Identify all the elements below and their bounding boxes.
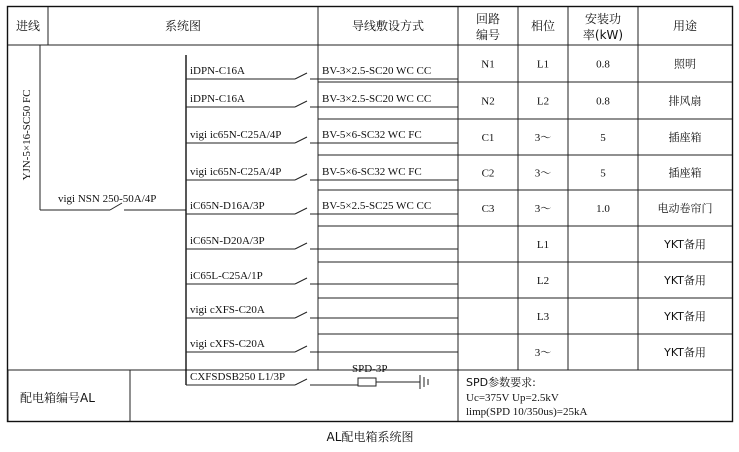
power: 0.8 [596, 95, 610, 108]
header-power-1: 安装功 [584, 12, 622, 26]
phase: 3～ [534, 347, 552, 359]
wiring-label: BV-5×6-SC32 WC FC [322, 166, 422, 178]
breaker-label: vigi ic65N-C25A/4P [190, 166, 282, 178]
header-circuit-1: 回路 [475, 12, 501, 26]
phase: L1 [536, 239, 550, 251]
breaker-label: iDPN-C16A [190, 65, 246, 77]
circuit-id: C1 [481, 132, 495, 144]
usage: YKT备用 [664, 310, 706, 323]
incoming-cable: YJN-5×16-SC50 FC [21, 89, 33, 181]
phase: 3～ [534, 167, 552, 180]
wiring-label: BV-3×2.5-SC20 WC CC [322, 93, 432, 105]
usage: 排风扇 [668, 94, 702, 108]
power: 0.8 [596, 58, 610, 71]
circuit-id: C2 [481, 167, 495, 180]
header-circuit-2: 编号 [475, 28, 501, 42]
header-system: 系统图 [164, 19, 202, 33]
phase: L2 [536, 95, 550, 108]
header-phase: 相位 [530, 19, 556, 33]
spd-symbol [358, 378, 376, 386]
caption: AL配电箱系统图 [326, 430, 414, 444]
breaker-label: CXFSDSB250 L1/3P [190, 371, 286, 383]
breaker-label: vigi cXFS-C20A [190, 338, 265, 350]
phase: 3～ [534, 203, 552, 215]
breaker-label: vigi ic65N-C25A/4P [190, 129, 282, 141]
usage: 照明 [674, 57, 696, 71]
spd-label: SPD-3P [352, 363, 388, 375]
usage: YKT备用 [664, 346, 706, 359]
breaker-label: iDPN-C16A [190, 93, 246, 105]
breaker-label: iC65N-D20A/3P [190, 235, 265, 247]
panel-label: 配电箱编号AL [20, 391, 95, 405]
wiring-label: BV-5×6-SC32 WC FC [322, 129, 422, 141]
breaker-label: vigi cXFS-C20A [190, 304, 265, 316]
circuit-id: N1 [481, 58, 495, 71]
phase: L3 [536, 311, 550, 323]
wiring-label: BV-3×2.5-SC20 WC CC [322, 65, 432, 77]
power: 5 [600, 167, 606, 180]
circuit-id: N2 [481, 95, 495, 108]
header-power-2: 率(kW) [582, 28, 624, 42]
phase: L2 [536, 275, 550, 287]
usage: YKT备用 [664, 274, 706, 287]
spd-req-line1: Uc=375V Up=2.5kV [466, 392, 559, 404]
spd-req-title: SPD参数要求: [466, 376, 536, 389]
header-wiring: 导线敷设方式 [351, 19, 425, 33]
usage: YKT备用 [664, 238, 706, 251]
usage: 电动卷帘门 [657, 202, 713, 215]
wiring-label: BV-5×2.5-SC25 WC CC [322, 200, 432, 212]
usage: 插座箱 [668, 131, 702, 144]
spd-req-line2: limp(SPD 10/350us)=25kA [466, 406, 588, 418]
header-incoming: 进线 [15, 19, 41, 33]
phase: 3～ [534, 132, 552, 144]
usage: 插座箱 [668, 166, 702, 180]
power: 1.0 [596, 203, 610, 215]
breaker-label: iC65L-C25A/1P [190, 270, 263, 282]
circuit-id: C3 [481, 203, 495, 215]
breaker-label: iC65N-D16A/3P [190, 200, 265, 212]
main-breaker-label: vigi NSN 250-50A/4P [58, 193, 157, 205]
header-usage: 用途 [672, 19, 698, 33]
phase: L1 [536, 58, 550, 71]
power: 5 [600, 132, 606, 144]
